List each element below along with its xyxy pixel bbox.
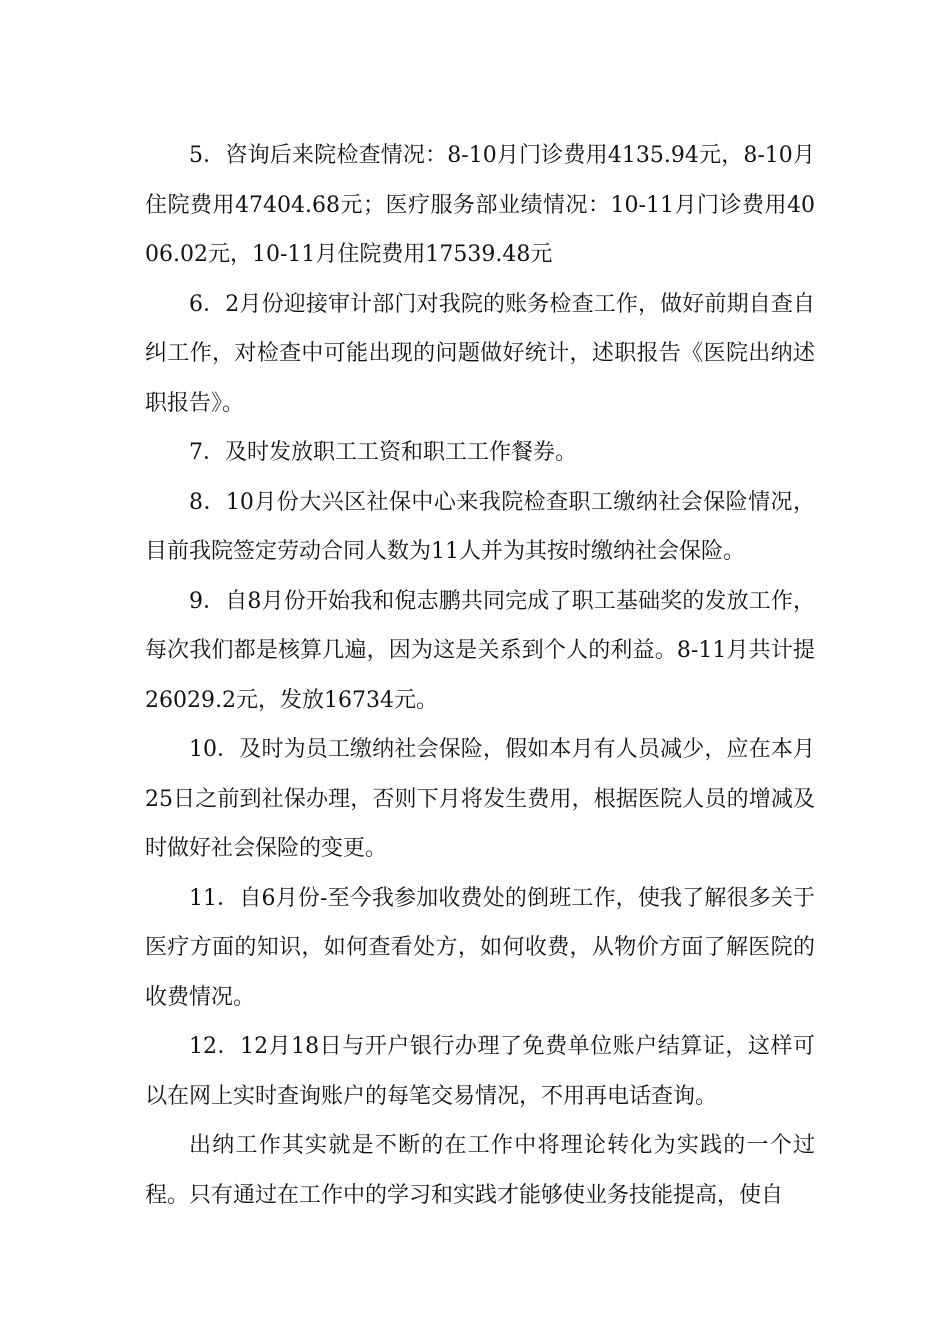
paragraph-item-12: 12．12月18日与开户银行办理了免费单位账户结算证，这样可以在网上实时查询账户的每笔交易情况，不用再电话查询。 bbox=[145, 1034, 815, 1109]
paragraph-item-5: 5．咨询后来院检查情况：8-10月门诊费用4135.94元，8-10月住院费用47404.68元；医疗服务部业绩情况：10-11月门诊费用4006.02元，10-11月住院费用17539.48元 bbox=[145, 143, 815, 267]
document-body bbox=[145, 131, 815, 1220]
paragraph-item-6: 6．2月份迎接审计部门对我院的账务检查工作，做好前期自查自纠工作，对检查中可能出现的问题做好统计，述职报告《医院出纳述职报告》。 bbox=[145, 291, 815, 416]
paragraph-summary: 出纳工作其实就是不断的在工作中将理论转化为实践的一个过程。只有通过在工作中的学习和实践才能够使业务技能提高，使自 bbox=[145, 1133, 815, 1208]
paragraph-item-10: 10．及时为员工缴纳社会保险，假如本月有人员减少，应在本月25日之前到社保办理，否则下月将发生费用，根据医院人员的增减及时做好社会保险的变更。 bbox=[145, 737, 815, 861]
paragraph-item-8: 8．10月份大兴区社保中心来我院检查职工缴纳社会保险情况，目前我院签定劳动合同人数为11人并为其按时缴纳社会保险。 bbox=[145, 489, 815, 564]
paragraph-item-9: 9．自8月份开始我和倪志鹏共同完成了职工基础奖的发放工作，每次我们都是核算几遍，因为这是关系到个人的利益。8-11月共计提26029.2元，发放16734元。 bbox=[145, 588, 815, 713]
paragraph-item-7: 7．及时发放职工工资和职工工作餐券。 bbox=[189, 440, 577, 465]
paragraph-item-11: 11．自6月份-至今我参加收费处的倒班工作，使我了解很多关于医疗方面的知识，如何查看处方，如何收费，从物价方面了解医院的收费情况。 bbox=[145, 885, 815, 1010]
